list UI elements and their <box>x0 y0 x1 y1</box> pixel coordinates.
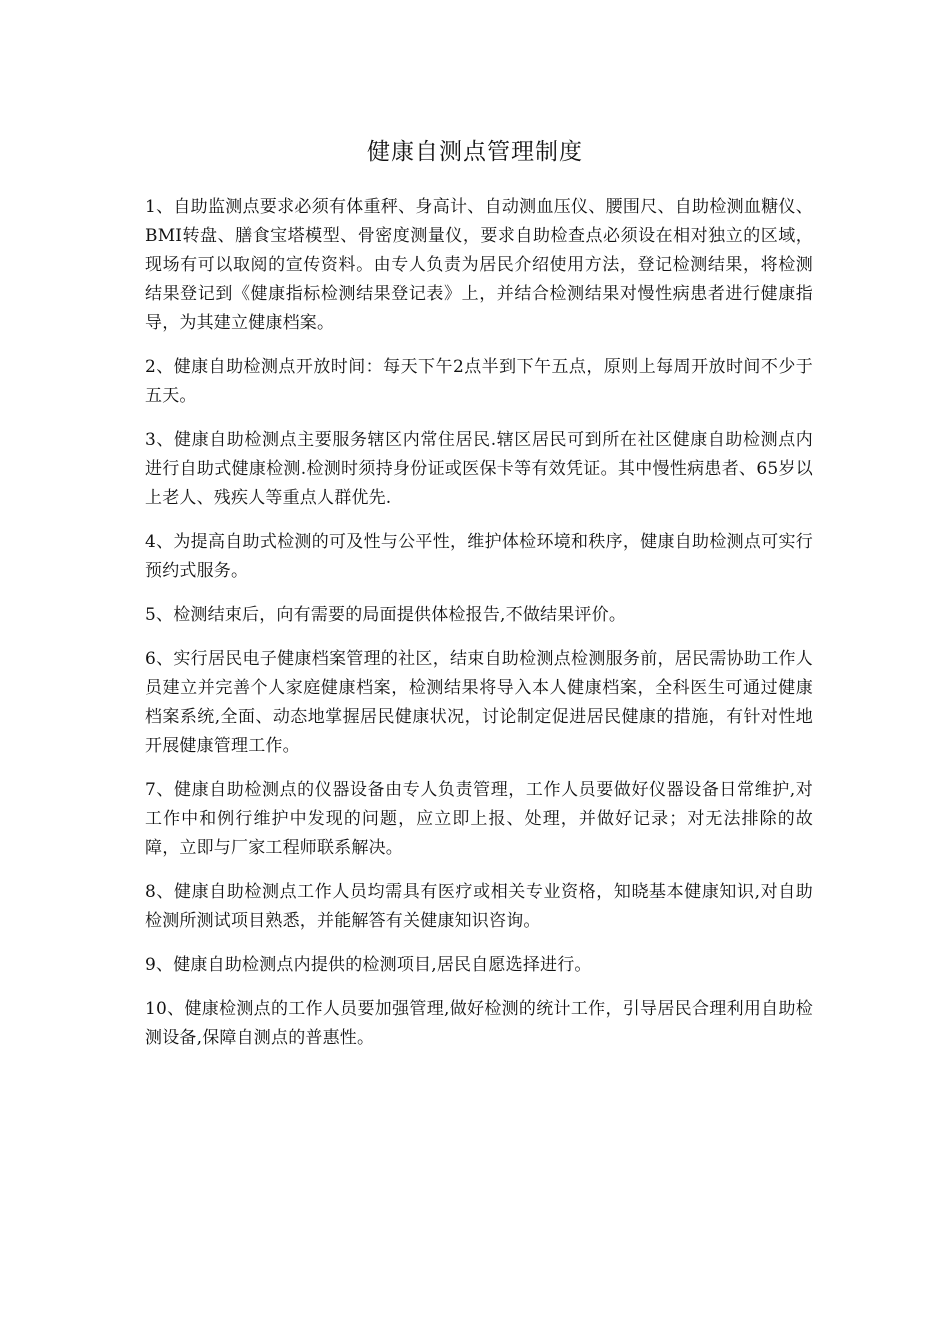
paragraph-8: 8、健康自助检测点工作人员均需具有医疗或相关专业资格，知晓基本健康知识,对自助检测所测试项目熟悉，并能解答有关健康知识咨询。 <box>145 882 813 931</box>
paragraph-2: 2、健康自助检测点开放时间：每天下午2点半到下午五点，原则上每周开放时间不少于五天。 <box>145 357 813 406</box>
paragraph-3: 3、健康自助检测点主要服务辖区内常住居民.辖区居民可到所在社区健康自助检测点内进行自助式健康检测.检测时须持身份证或医保卡等有效凭证。其中慢性病患者、65岁以上老人、残疾人等重点人群优先. <box>145 430 813 508</box>
paragraph-10: 10、健康检测点的工作人员要加强管理,做好检测的统计工作，引导居民合理利用自助检测设备,保障自测点的普惠性。 <box>145 999 813 1048</box>
paragraph-6: 6、实行居民电子健康档案管理的社区，结束自助检测点检测服务前，居民需协助工作人员建立并完善个人家庭健康档案，检测结果将导入本人健康档案，全科医生可通过健康档案系统,全面、动态地掌握居民健康状况，讨论制定促进居民健康的措施，有针对性地开展健康管理工作。 <box>145 649 813 756</box>
paragraph-1: 1、自助监测点要求必须有体重秤、身高计、自动测血压仪、腰围尺、自助检测血糖仪、BMI转盘、膳食宝塔模型、骨密度测量仪，要求自助检查点必须设在相对独立的区域，现场有可以取阅的宣传资料。由专人负责为居民介绍使用方法，登记检测结果，将检测结果登记到《健康指标检测结果登记表》上，并结合检测结果对慢性病患者进行健康指导，为其建立健康档案。 <box>145 197 813 333</box>
document-title: 健康自测点管理制度 <box>367 139 583 165</box>
document-body <box>145 193 813 1068</box>
paragraph-5: 5、检测结束后，向有需要的局面提供体检报告,不做结果评价。 <box>145 605 627 625</box>
paragraph-7: 7、健康自助检测点的仪器设备由专人负责管理，工作人员要做好仪器设备日常维护,对工作中和例行维护中发现的问题，应立即上报、处理，并做好记录；对无法排除的故障，立即与厂家工程师联系解决。 <box>145 780 813 858</box>
paragraph-9: 9、健康自助检测点内提供的检测项目,居民自愿选择进行。 <box>145 955 592 975</box>
paragraph-4: 4、为提高自助式检测的可及性与公平性，维护体检环境和秩序，健康自助检测点可实行预约式服务。 <box>145 532 813 581</box>
